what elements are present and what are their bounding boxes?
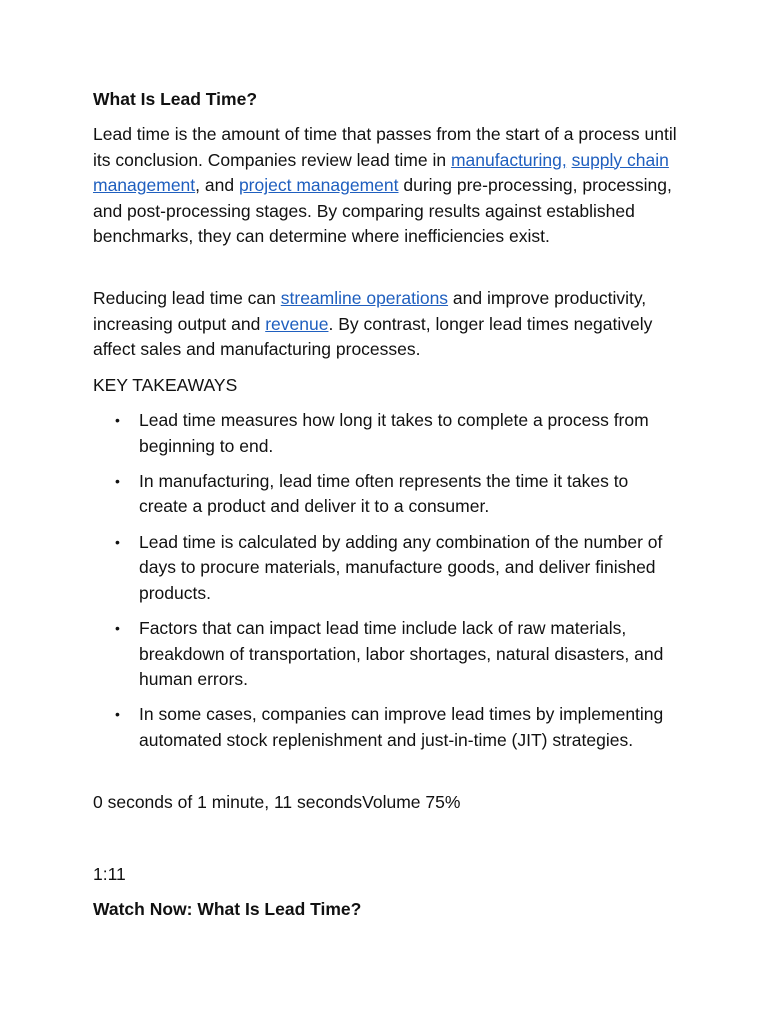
takeaway-text: Lead time is calculated by adding any combination of the number of days to procure materials, manufacture goods, and deliver finished products. (139, 531, 663, 603)
key-takeaways-label: KEY TAKEAWAYS (93, 375, 238, 395)
bullet-icon: • (115, 619, 120, 636)
intro-paragraph (93, 122, 679, 250)
takeaway-item (93, 469, 679, 520)
takeaway-item (93, 702, 679, 753)
second-text-2: and improve productivity, increasing output and (93, 288, 647, 334)
takeaway-item (93, 616, 679, 693)
supply-chain-management-link[interactable]: supply chain management (93, 149, 669, 196)
takeaway-text: In some cases, companies can improve lead times by implementing automated stock replenishment and just-in-time (JIT) strategies. (139, 704, 664, 750)
takeaway-item (93, 408, 679, 459)
bullet-icon: • (115, 412, 120, 428)
takeaway-text: In manufacturing, lead time often represents the time it takes to create a product and deliver it to a consumer. (139, 470, 629, 517)
project-management-link[interactable]: project management (238, 175, 399, 196)
takeaway-item (93, 530, 679, 607)
bullet-icon: • (115, 533, 120, 550)
bullet-icon: • (115, 472, 120, 489)
takeaway-text: Factors that can impact lead time include lack of raw materials, breakdown of transportation, labor shortages, natural disasters, and human errors. (139, 617, 664, 690)
revenue-link[interactable]: revenue (265, 313, 329, 334)
intro-text-1: Lead time is the amount of time that passes from the start of a process until its conclusion. Companies review lead time in (93, 124, 677, 170)
second-text-1: Reducing lead time can (93, 288, 281, 308)
second-paragraph (93, 286, 679, 363)
manufacturing-link[interactable]: manufacturing, (450, 149, 567, 170)
key-takeaways-list (93, 408, 679, 763)
intro-text-3: , and (195, 175, 239, 196)
watch-now-title: Watch Now: What Is Lead Time? (93, 899, 362, 919)
intro-text-4: during pre-processing, processing, and post-processing stages. By comparing results against established benchmarks, they can determine where inefficiencies exist. (93, 175, 672, 247)
second-text-3: . By contrast, longer lead times negatively affect sales and manufacturing processes. (93, 313, 653, 360)
takeaway-text: Lead time measures how long it takes to complete a process from beginning to end. (139, 410, 649, 456)
video-duration: 1:11 (93, 864, 126, 884)
article-title: What Is Lead Time? (93, 89, 258, 109)
video-status-text: 0 seconds of 1 minute, 11 secondsVolume 75% (93, 792, 461, 812)
streamline-operations-link[interactable]: streamline operations (280, 288, 449, 308)
bullet-icon: • (115, 706, 120, 723)
